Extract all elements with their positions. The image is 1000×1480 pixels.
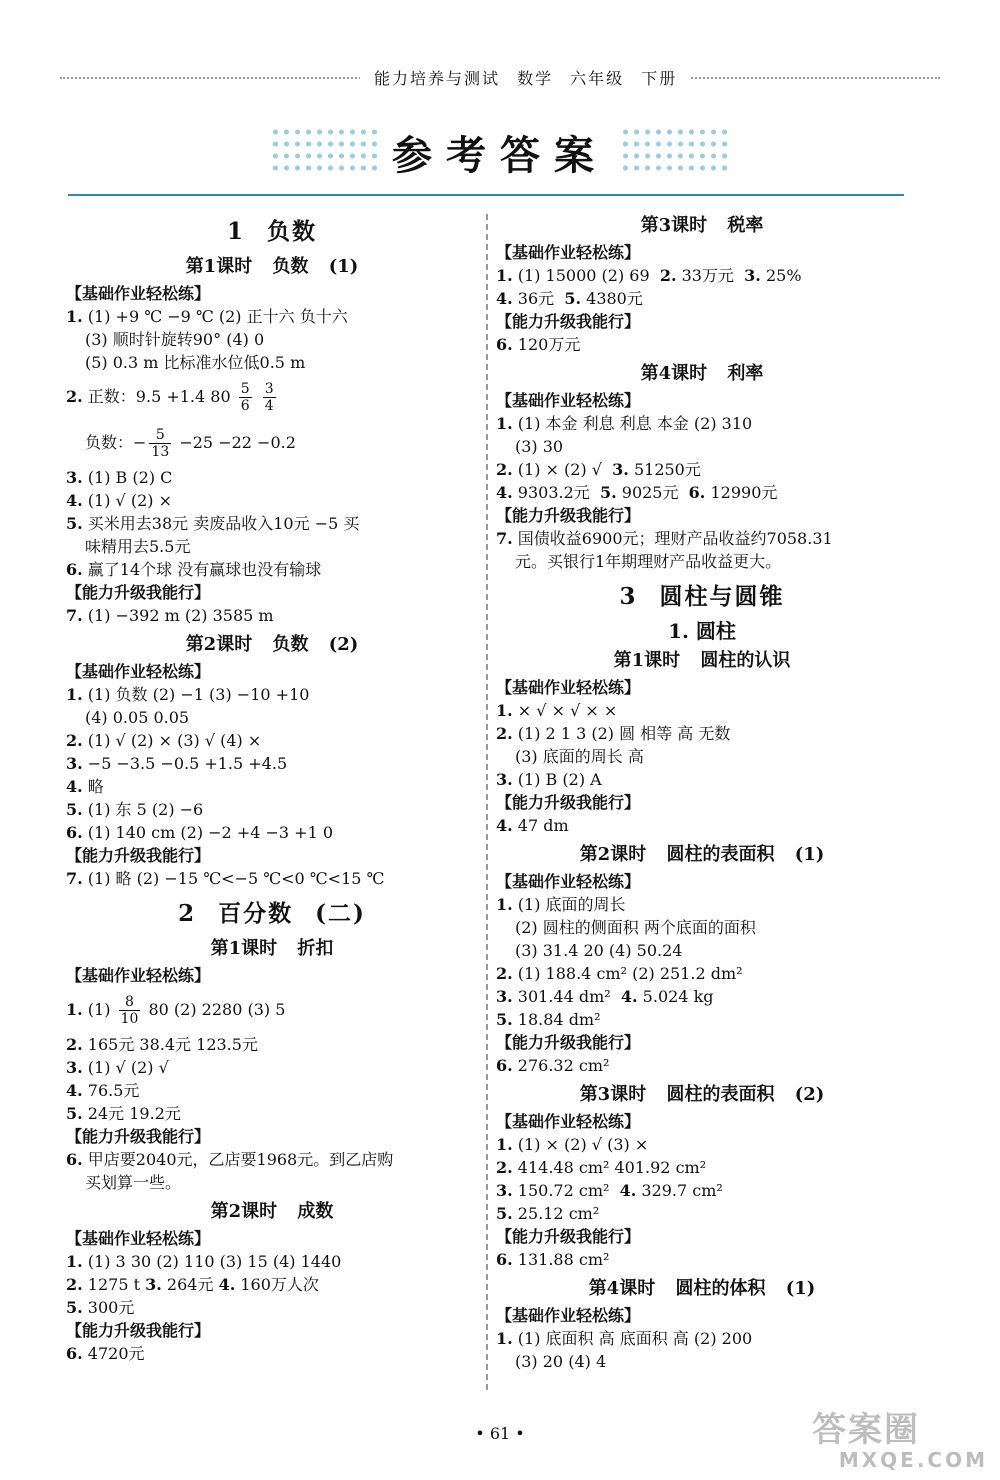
answer-line: 2. (1) 2 1 3 (2) 圆 相等 高 无数 [496,724,731,743]
section-label: 【基础作业轻松练】 [496,1112,641,1131]
chapter-heading: 2 百分数 (二) [178,900,366,927]
chapter-heading: 1 负数 [226,218,317,245]
answer-line: 2. 正数：9.5 +1.4 80 $\frac{5}{6}$ $\frac{3}{4}$ [66,381,274,414]
answer-line: 2. 165元 38.4元 123.5元 [66,1035,258,1054]
right-column [496,208,908,1373]
fraction: $\frac{5}{6}$ [240,381,250,414]
title-banner [270,118,730,186]
answer-line: (5) 0.3 m 比标准水位低0.5 m [85,353,306,372]
answer-line: 3. 150.72 cm² 4. 329.7 cm² [496,1181,723,1200]
answer-line: (3) 30 [515,437,564,456]
answer-line: 7. (1) 略 (2) −15 ℃<−5 ℃<0 ℃<15 ℃ [66,869,385,888]
answer-line: (3) 顺时针旋转90° (4) 0 [85,330,265,349]
section-label: 【能力升级我能行】 [496,312,641,331]
section-label: 【能力升级我能行】 [496,506,641,525]
answer-line: 3. (1) √ (2) √ [66,1058,169,1077]
lesson-heading: 第1课时 负数 (1) [185,256,359,277]
answer-line: 1. (1) 底面的周长 [496,895,626,914]
answer-line: 7. (1) −392 m (2) 3585 m [66,606,274,625]
page-number: • 61 • [475,1424,525,1443]
answer-line: 1. (1) $\frac{8}{10}$ 80 (2) 2280 (3) 5 [66,994,286,1027]
answer-line: 6. 120万元 [496,335,581,354]
answer-line: 5. 24元 19.2元 [66,1104,181,1123]
answer-line: 5. 18.84 dm² [496,1010,601,1029]
answer-line: 1. (1) 底面积 高 底面积 高 (2) 200 [496,1329,753,1348]
answer-line: 7. 国债收益6900元；理财产品收益约7058.31 [496,529,833,548]
page-title: 参考答案 [392,132,608,179]
answer-line: 2. (1) 188.4 cm² (2) 251.2 dm² [496,964,743,983]
answer-line: 4. 76.5元 [66,1081,140,1100]
section-label: 【能力升级我能行】 [66,846,211,865]
answer-line: 4. 略 [66,777,104,796]
answer-line: 负数：− $\frac{5}{13}$ −25 −22 −0.2 [85,427,296,460]
header-text: 能力培养与测试 数学 六年级 下册 [360,66,691,89]
answer-line: 1. (1) 本金 利息 利息 本金 (2) 310 [496,414,753,433]
lesson-heading: 第2课时 负数 (2) [185,634,359,655]
watermark-url: MXQE.COM [838,1448,988,1472]
section-label: 【能力升级我能行】 [496,793,641,812]
answer-line: 5. 买米用去38元 卖废品收入10元 −5 买 [66,514,360,533]
section-label: 【基础作业轻松练】 [496,678,641,697]
answer-line: 6. 甲店要2040元，乙店要1968元。到乙店购 [66,1150,394,1169]
answer-line: 2. 414.48 cm² 401.92 cm² [496,1158,707,1177]
answer-line: (3) 31.4 20 (4) 50.24 [515,941,683,960]
answer-line: 2. (1) √ (2) × (3) √ (4) × [66,731,262,750]
section-label: 【能力升级我能行】 [496,1227,641,1246]
answer-line: 6. 4720元 [66,1344,145,1363]
answer-line: 6. 赢了14个球 没有赢球也没有输球 [66,560,322,579]
answer-line: 1. (1) 负数 (2) −1 (3) −10 +10 [66,685,310,704]
answer-line: 1. (1) 3 30 (2) 110 (3) 15 (4) 1440 [66,1252,342,1271]
answer-line: 3. 301.44 dm² 4. 5.024 kg [496,987,714,1006]
watermark-logo [812,1412,988,1474]
section-label: 【能力升级我能行】 [66,1127,211,1146]
section-label: 【基础作业轻松练】 [496,243,641,262]
fraction: $\frac{5}{13}$ [151,427,170,460]
lesson-heading: 第1课时 圆柱的认识 [613,650,791,671]
answer-line: 6. 131.88 cm² [496,1250,610,1269]
lesson-heading: 第4课时 圆柱的体积 (1) [588,1278,816,1299]
lesson-heading: 第3课时 圆柱的表面积 (2) [579,1084,825,1105]
section-label: 【能力升级我能行】 [66,1321,211,1340]
section-label: 【基础作业轻松练】 [496,1306,641,1325]
answer-line: 3. (1) B (2) A [496,770,602,789]
column-divider [486,214,488,1390]
watermark-text: 答案圈 [812,1410,920,1450]
answer-line: 味精用去5.5元 [85,537,191,556]
section-label: 【基础作业轻松练】 [66,1229,211,1248]
section-label: 【基础作业轻松练】 [66,662,211,681]
section-label: 【能力升级我能行】 [66,583,211,602]
answer-line: (3) 底面的周长 高 [515,747,644,766]
answer-line: 4. 47 dm [496,816,569,835]
answer-line: 1. (1) 15000 (2) 69 2. 33万元 3. 25% [496,266,802,285]
answer-line: 元。买银行1年期理财产品收益更大。 [515,552,782,571]
answer-line: 6. (1) 140 cm (2) −2 +4 −3 +1 0 [66,823,334,842]
section-label: 【基础作业轻松练】 [66,966,211,985]
fraction: $\frac{8}{10}$ [120,994,139,1027]
answer-line: (3) 20 (4) 4 [515,1352,607,1371]
answer-line: 5. (1) 东 5 (2) −6 [66,800,204,819]
answer-line: 4. 36元 5. 4380元 [496,289,643,308]
chapter-heading: 3 圆柱与圆锥 [619,583,785,610]
section-label: 【基础作业轻松练】 [496,872,641,891]
answer-line: 2. (1) × (2) √ 3. 51250元 [496,460,701,479]
answer-line: 1. (1) × (2) √ (3) × [496,1135,649,1154]
section-label: 【基础作业轻松练】 [496,391,641,410]
answer-line: 1. (1) +9 ℃ −9 ℃ (2) 正十六 负十六 [66,307,348,326]
answer-line: 3. −5 −3.5 −0.5 +1.5 +4.5 [66,754,288,773]
lesson-heading: 第4课时 利率 [640,363,764,384]
answer-line: 2. 1275 t 3. 264元 4. 160万人次 [66,1275,319,1294]
answer-line: (2) 圆柱的侧面积 两个底面的面积 [515,918,756,937]
lesson-heading: 第1课时 折扣 [210,938,334,959]
section-label: 【基础作业轻松练】 [66,284,211,303]
answer-line: 5. 25.12 cm² [496,1204,600,1223]
unit-heading: 1. 圆柱 [668,619,736,643]
running-header [60,66,940,90]
answer-line: 6. 276.32 cm² [496,1056,610,1075]
answer-line: 5. 300元 [66,1298,135,1317]
answer-line: 买划算一些。 [85,1173,182,1192]
title-underline [68,194,904,196]
answer-line: 4. (1) √ (2) × [66,491,172,510]
lesson-heading: 第2课时 圆柱的表面积 (1) [579,844,825,865]
answer-line: 4. 9303.2元 5. 9025元 6. 12990元 [496,483,778,502]
answer-line: 1. × √ × √ × × [496,701,618,720]
left-column [66,208,478,1365]
fraction: $\frac{3}{4}$ [264,381,274,414]
answer-line: 3. (1) B (2) C [66,468,173,487]
section-label: 【能力升级我能行】 [496,1033,641,1052]
lesson-heading: 第3课时 税率 [640,215,764,236]
lesson-heading: 第2课时 成数 [210,1201,334,1222]
answer-line: (4) 0.05 0.05 [85,708,190,727]
